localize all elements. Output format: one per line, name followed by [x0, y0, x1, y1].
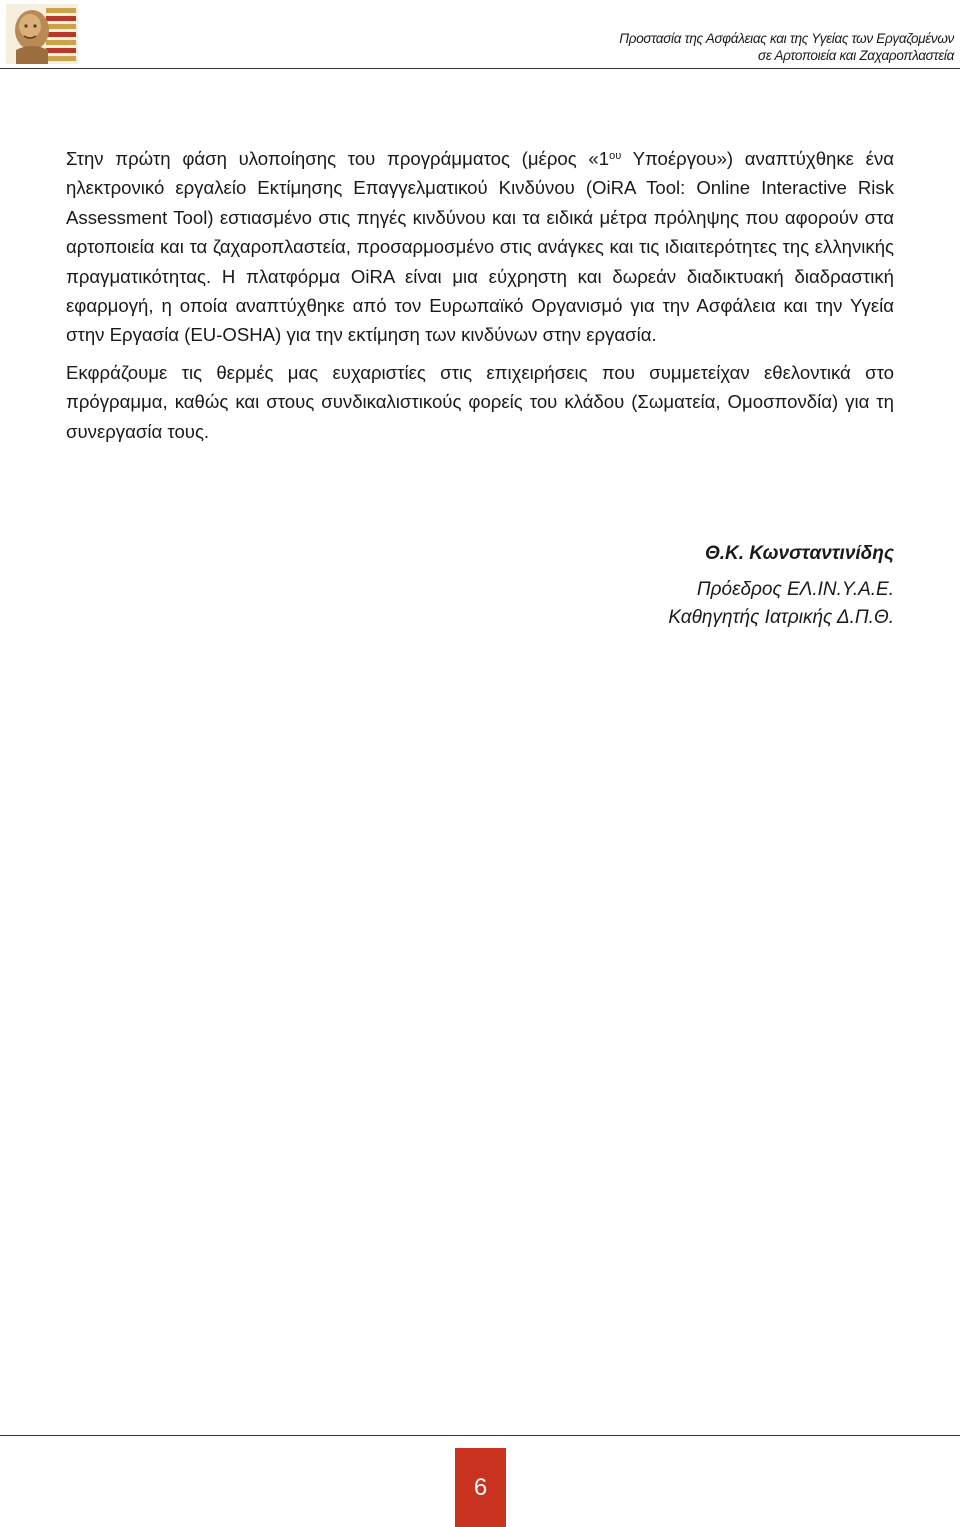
paragraph-1	[66, 144, 894, 350]
header-line-1: Προστασία της Ασφάλειας και της Υγείας των Εργαζομένων	[619, 31, 954, 46]
paragraph-1-start: Στην πρώτη φάση υλοποίησης του προγράμματος (μέρος «1	[66, 148, 610, 169]
signature-block	[668, 540, 894, 632]
running-header	[619, 30, 954, 64]
signatory-title-2: Καθηγητής Ιατρικής Δ.Π.Θ.	[668, 607, 894, 628]
body-text	[66, 144, 894, 454]
paragraph-1-rest: Υποέργου») αναπτύχθηκε ένα ηλεκτρονικό εργαλείο Εκτίμησης Επαγγελματικού Κινδύνου (OiRA Tool: Online Interactive Risk Assessment Tool) εστιασμένο στις πηγές κινδύνου και τα ειδικά μέτρα πρόληψης που αφορούν στα αρτοποιεία και τα ζαχαροπλαστεία, προσαρμοσμένο στις ανάγκες και τις ιδιαιτερότητες της ελληνικής πραγματικότητας. Η πλατφόρμα OiRA είναι μια εύχρηστη και δωρεάν διαδικτυακή διαδραστική εφαρμογή, η οποία αναπτύχθηκε από τον Ευρωπαϊκό Οργανισμό για την Ασφάλεια και την Υγεία στην Εργασία (EU-OSHA) για την εκτίμηση των κινδύνων στην εργασία.	[66, 148, 894, 346]
institute-logo-icon	[6, 4, 78, 64]
header-line-2: σε Αρτοποιεία και Ζαχαροπλαστεία	[758, 48, 954, 63]
ordinal-superscript: ου	[609, 150, 622, 162]
footer-divider	[0, 1435, 960, 1436]
signatory-name: Θ.Κ. Κωνσταντινίδης	[704, 543, 894, 564]
paragraph-2: Εκφράζουμε τις θερμές μας ευχαριστίες στις επιχειρήσεις που συμμετείχαν εθελοντικά στο πρόγραμμα, καθώς και στους συνδικαλιστικούς φορείς του κλάδου (Σωματεία, Ομοσπονδία) για τη συνεργασία τους.	[66, 361, 894, 442]
page-number: 6	[455, 1448, 506, 1527]
signatory-title-1: Πρόεδρος ΕΛ.ΙΝ.Υ.Α.Ε.	[696, 579, 894, 600]
header-divider	[0, 68, 960, 69]
